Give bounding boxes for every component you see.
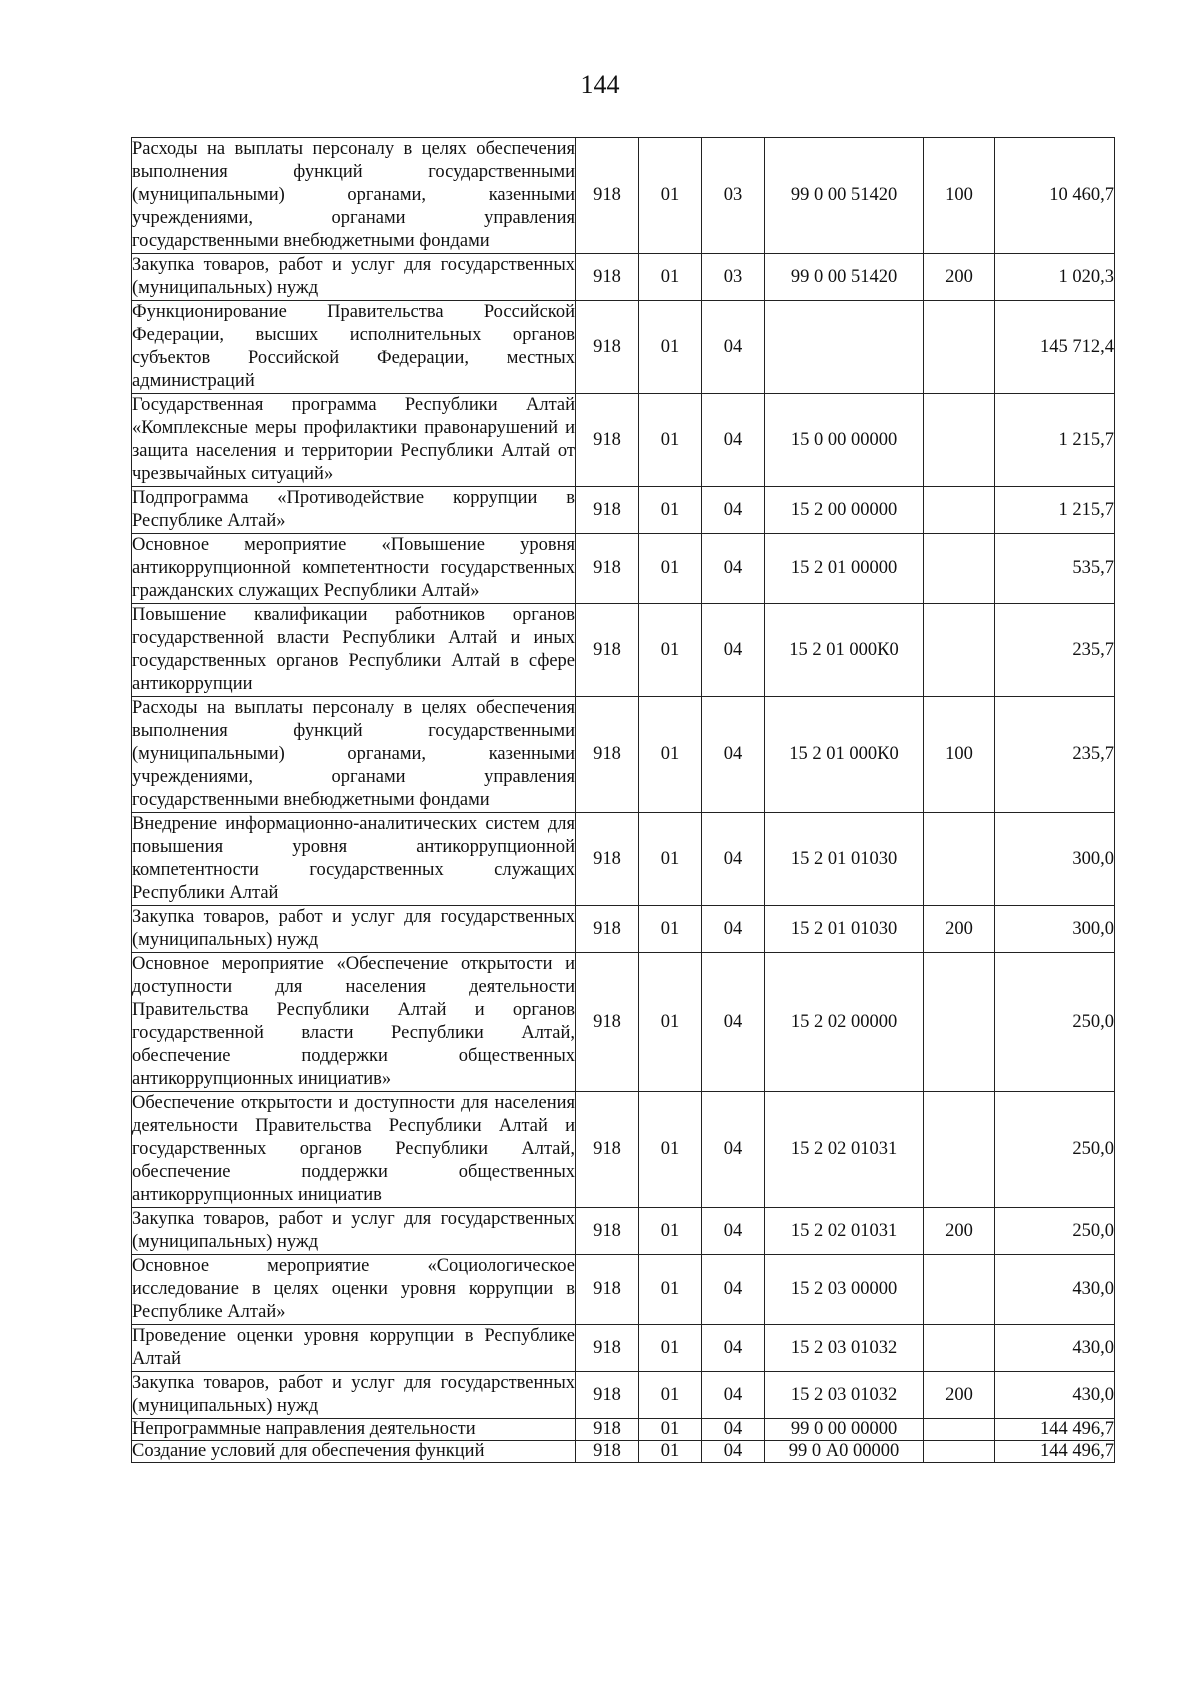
row-csr: 15 2 03 00000	[765, 1255, 924, 1325]
row-sum: 430,0	[995, 1372, 1115, 1419]
row-name: Внедрение информационно-аналитических систем для повышения уровня антикоррупционной компетентности государственных служащих Республики Алтай	[132, 813, 576, 906]
row-csr: 15 2 02 00000	[765, 953, 924, 1092]
row-csr: 15 2 03 01032	[765, 1372, 924, 1419]
row-vr: 200	[924, 1372, 995, 1419]
row-sum: 1 215,7	[995, 394, 1115, 487]
row-pr: 03	[702, 254, 765, 301]
table-row	[132, 1441, 1115, 1463]
row-ved: 918	[576, 487, 639, 534]
row-vr	[924, 394, 995, 487]
row-csr: 99 0 00 00000	[765, 1419, 924, 1441]
row-ved: 918	[576, 1255, 639, 1325]
row-csr: 15 2 02 01031	[765, 1208, 924, 1255]
row-csr: 99 0 00 51420	[765, 254, 924, 301]
row-ved: 918	[576, 1208, 639, 1255]
row-sum: 430,0	[995, 1255, 1115, 1325]
row-sum: 144 496,7	[995, 1441, 1115, 1463]
row-csr: 15 2 03 01032	[765, 1325, 924, 1372]
row-ved: 918	[576, 906, 639, 953]
row-vr: 100	[924, 697, 995, 813]
row-rz: 01	[639, 487, 702, 534]
row-ved: 918	[576, 301, 639, 394]
row-name: Обеспечение открытости и доступности для населения деятельности Правительства Республики Алтай и государственных органов Республики Алтай, обеспечение поддержки общественных антикоррупционных инициатив	[132, 1092, 576, 1208]
row-ved: 918	[576, 1419, 639, 1441]
row-csr: 99 0 А0 00000	[765, 1441, 924, 1463]
row-pr: 04	[702, 487, 765, 534]
row-name: Расходы на выплаты персоналу в целях обеспечения выполнения функций государственными (муниципальными) органами, казенными учреждениями, органами управления государственными внебюджетными фондами	[132, 697, 576, 813]
row-sum: 250,0	[995, 953, 1115, 1092]
row-rz: 01	[639, 301, 702, 394]
row-name: Закупка товаров, работ и услуг для государственных (муниципальных) нужд	[132, 906, 576, 953]
table-row	[132, 1255, 1115, 1325]
table-row	[132, 301, 1115, 394]
row-name: Повышение квалификации работников органов государственной власти Республики Алтай и иных государственных органов Республики Алтай в сфере антикоррупции	[132, 604, 576, 697]
row-csr: 15 2 01 000К0	[765, 697, 924, 813]
row-pr: 04	[702, 604, 765, 697]
row-sum: 10 460,7	[995, 138, 1115, 254]
row-sum: 300,0	[995, 906, 1115, 953]
row-vr	[924, 1325, 995, 1372]
page-number: 144	[580, 70, 620, 99]
row-rz: 01	[639, 1325, 702, 1372]
row-csr: 15 2 01 01030	[765, 813, 924, 906]
row-csr: 15 2 01 00000	[765, 534, 924, 604]
table-row	[132, 254, 1115, 301]
row-name: Непрограммные направления деятельности	[132, 1419, 576, 1441]
row-name: Расходы на выплаты персоналу в целях обеспечения выполнения функций государственными (муниципальными) органами, казенными учреждениями, органами управления государственными внебюджетными фондами	[132, 138, 576, 254]
row-csr: 99 0 00 51420	[765, 138, 924, 254]
row-ved: 918	[576, 1441, 639, 1463]
row-pr: 03	[702, 138, 765, 254]
row-sum: 144 496,7	[995, 1419, 1115, 1441]
row-sum: 1 020,3	[995, 254, 1115, 301]
row-vr: 200	[924, 254, 995, 301]
row-pr: 04	[702, 953, 765, 1092]
row-pr: 04	[702, 301, 765, 394]
row-sum: 250,0	[995, 1208, 1115, 1255]
budget-table	[131, 137, 1115, 1463]
row-vr	[924, 301, 995, 394]
row-pr: 04	[702, 697, 765, 813]
row-rz: 01	[639, 394, 702, 487]
row-name: Проведение оценки уровня коррупции в Республике Алтай	[132, 1325, 576, 1372]
row-sum: 300,0	[995, 813, 1115, 906]
row-sum: 145 712,4	[995, 301, 1115, 394]
row-name: Основное мероприятие «Социологическое исследование в целях оценки уровня коррупции в Республике Алтай»	[132, 1255, 576, 1325]
row-rz: 01	[639, 1441, 702, 1463]
row-vr	[924, 1255, 995, 1325]
row-csr	[765, 301, 924, 394]
row-name: Закупка товаров, работ и услуг для государственных (муниципальных) нужд	[132, 1208, 576, 1255]
table-row	[132, 1208, 1115, 1255]
row-pr: 04	[702, 1255, 765, 1325]
table-row	[132, 604, 1115, 697]
row-sum: 430,0	[995, 1325, 1115, 1372]
row-name: Закупка товаров, работ и услуг для государственных (муниципальных) нужд	[132, 254, 576, 301]
row-name: Государственная программа Республики Алтай «Комплексные меры профилактики правонарушений и защита населения и территории Республики Алтай от чрезвычайных ситуаций»	[132, 394, 576, 487]
row-rz: 01	[639, 1255, 702, 1325]
row-rz: 01	[639, 534, 702, 604]
table-row	[132, 813, 1115, 906]
row-vr	[924, 534, 995, 604]
row-pr: 04	[702, 1208, 765, 1255]
row-rz: 01	[639, 604, 702, 697]
row-sum: 535,7	[995, 534, 1115, 604]
row-sum: 250,0	[995, 1092, 1115, 1208]
row-csr: 15 2 00 00000	[765, 487, 924, 534]
row-name: Создание условий для обеспечения функций	[132, 1441, 576, 1463]
row-csr: 15 2 01 000К0	[765, 604, 924, 697]
row-ved: 918	[576, 138, 639, 254]
row-vr	[924, 1441, 995, 1463]
row-csr: 15 0 00 00000	[765, 394, 924, 487]
row-rz: 01	[639, 1372, 702, 1419]
row-vr: 100	[924, 138, 995, 254]
row-pr: 04	[702, 1372, 765, 1419]
row-vr: 200	[924, 1208, 995, 1255]
row-vr	[924, 487, 995, 534]
table-row	[132, 906, 1115, 953]
row-pr: 04	[702, 1419, 765, 1441]
row-pr: 04	[702, 394, 765, 487]
row-rz: 01	[639, 1092, 702, 1208]
row-name: Основное мероприятие «Обеспечение открытости и доступности для населения деятельности Правительства Республики Алтай и органов государственной власти Республики Алтай, обеспечение поддержки общественных антикоррупционных инициатив»	[132, 953, 576, 1092]
table-row	[132, 1419, 1115, 1441]
table-row	[132, 1325, 1115, 1372]
row-vr	[924, 1092, 995, 1208]
row-ved: 918	[576, 534, 639, 604]
row-name: Закупка товаров, работ и услуг для государственных (муниципальных) нужд	[132, 1372, 576, 1419]
row-csr: 15 2 02 01031	[765, 1092, 924, 1208]
row-ved: 918	[576, 1325, 639, 1372]
row-pr: 04	[702, 1325, 765, 1372]
row-rz: 01	[639, 138, 702, 254]
row-pr: 04	[702, 906, 765, 953]
table-row	[132, 534, 1115, 604]
row-ved: 918	[576, 394, 639, 487]
row-rz: 01	[639, 1208, 702, 1255]
table-row	[132, 697, 1115, 813]
table-row	[132, 487, 1115, 534]
row-name: Основное мероприятие «Повышение уровня антикоррупционной компетентности государственных гражданских служащих Республики Алтай»	[132, 534, 576, 604]
row-rz: 01	[639, 1419, 702, 1441]
row-ved: 918	[576, 697, 639, 813]
row-sum: 235,7	[995, 604, 1115, 697]
row-vr	[924, 1419, 995, 1441]
row-pr: 04	[702, 813, 765, 906]
row-vr	[924, 604, 995, 697]
row-vr	[924, 813, 995, 906]
row-ved: 918	[576, 1092, 639, 1208]
table-row	[132, 1092, 1115, 1208]
row-rz: 01	[639, 906, 702, 953]
table-row	[132, 1372, 1115, 1419]
row-vr: 200	[924, 906, 995, 953]
row-ved: 918	[576, 953, 639, 1092]
row-name: Функционирование Правительства Российской Федерации, высших исполнительных органов субъектов Российской Федерации, местных администраций	[132, 301, 576, 394]
row-rz: 01	[639, 813, 702, 906]
table-row	[132, 953, 1115, 1092]
row-csr: 15 2 01 01030	[765, 906, 924, 953]
row-ved: 918	[576, 604, 639, 697]
row-rz: 01	[639, 697, 702, 813]
row-ved: 918	[576, 1372, 639, 1419]
row-rz: 01	[639, 254, 702, 301]
row-ved: 918	[576, 254, 639, 301]
row-sum: 235,7	[995, 697, 1115, 813]
row-pr: 04	[702, 1441, 765, 1463]
row-sum: 1 215,7	[995, 487, 1115, 534]
row-name: Подпрограмма «Противодействие коррупции в Республике Алтай»	[132, 487, 576, 534]
row-vr	[924, 953, 995, 1092]
row-ved: 918	[576, 813, 639, 906]
table-row	[132, 394, 1115, 487]
row-pr: 04	[702, 534, 765, 604]
row-rz: 01	[639, 953, 702, 1092]
table-row	[132, 138, 1115, 254]
row-pr: 04	[702, 1092, 765, 1208]
